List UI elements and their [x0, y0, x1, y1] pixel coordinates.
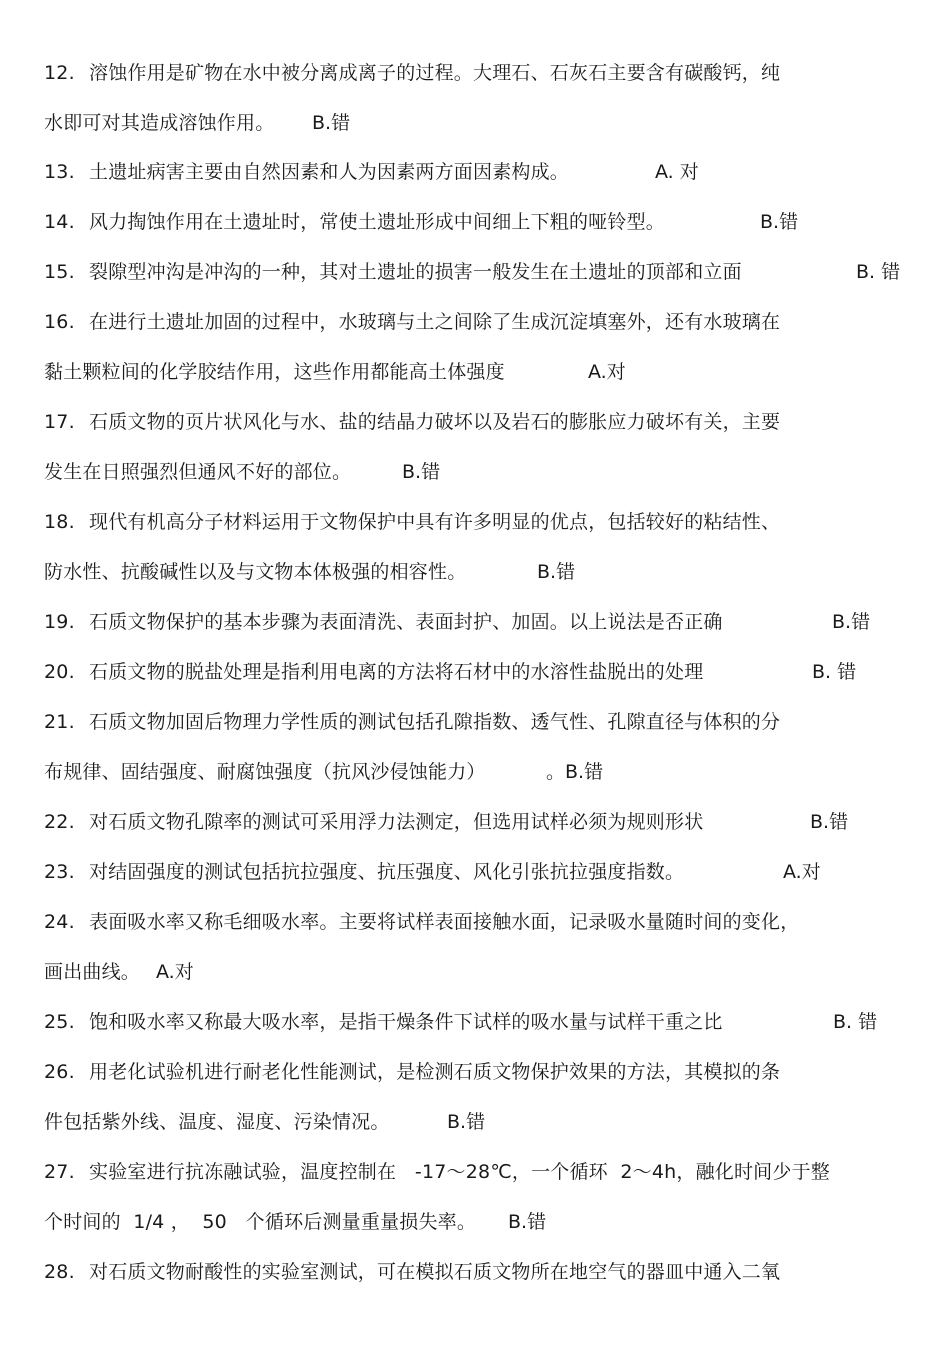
question-number: 25. [44, 1011, 75, 1033]
question-16-answer: A.对 [588, 361, 626, 383]
question-text: 防水性、抗酸碱性以及与文物本体极强的相容性。 [44, 561, 467, 583]
question-14-answer: B.错 [760, 211, 799, 233]
question-number: 22. [44, 811, 75, 833]
question-21-line-1 [44, 710, 780, 734]
question-23-line-1 [44, 860, 684, 884]
question-20-line-1 [44, 660, 703, 684]
question-12-line-1 [44, 61, 780, 85]
question-text: 在进行土遗址加固的过程中，水玻璃与土之间除了生成沉淀填塞外，还有水玻璃在 [89, 311, 781, 333]
question-text: 水即可对其造成溶蚀作用。 [44, 112, 275, 134]
question-12-answer: B.错 [312, 112, 351, 134]
question-number: 28. [44, 1261, 75, 1283]
question-text: 用老化试验机进行耐老化性能测试，是检测石质文物保护效果的方法，其模拟的条 [89, 1061, 781, 1083]
question-text: 发生在日照强烈但通风不好的部位。 [44, 461, 352, 483]
question-text: 土遗址病害主要由自然因素和人为因素两方面因素构成。 [89, 161, 570, 183]
question-13-line-1 [44, 160, 569, 184]
question-27-line-2 [44, 1210, 476, 1234]
question-15-answer: B. 错 [856, 261, 901, 283]
question-text: 石质文物保护的基本步骤为表面清洗、表面封护、加固。以上说法是否正确 [89, 611, 723, 633]
question-number: 23. [44, 861, 75, 883]
question-22-answer: B.错 [810, 811, 849, 833]
question-text: 石质文物的脱盐处理是指利用电离的方法将石材中的水溶性盐脱出的处理 [89, 661, 704, 683]
question-number: 27. [44, 1161, 75, 1183]
question-24-line-1 [44, 910, 799, 934]
question-text: 对石质文物孔隙率的测试可采用浮力法测定，但选用试样必须为规则形状 [89, 811, 704, 833]
question-18-line-2 [44, 560, 466, 584]
question-26-answer: B.错 [447, 1111, 486, 1133]
question-number: 26. [44, 1061, 75, 1083]
question-number: 19. [44, 611, 75, 633]
question-number: 18. [44, 511, 75, 533]
question-text: 表面吸水率又称毛细吸水率。主要将试样表面接触水面，记录吸水量随时间的变化， [89, 911, 800, 933]
question-24-answer: A.对 [156, 961, 194, 983]
question-number: 21. [44, 711, 75, 733]
question-27-answer: B.错 [508, 1211, 547, 1233]
question-number: 14. [44, 211, 75, 233]
question-19-answer: B.错 [832, 611, 871, 633]
question-text: 件包括紫外线、温度、湿度、污染情况。 [44, 1111, 390, 1133]
question-17-line-1 [44, 410, 780, 434]
question-27-line-1 [44, 1160, 830, 1184]
question-17-answer: B.错 [402, 461, 441, 483]
question-text: 裂隙型冲沟是冲沟的一种，其对土遗址的损害一般发生在土遗址的顶部和立面 [89, 261, 742, 283]
question-18-line-1 [44, 510, 780, 534]
question-number: 16. [44, 311, 75, 333]
question-number: 13. [44, 161, 75, 183]
question-number: 12. [44, 62, 75, 84]
question-21-answer: 。B.错 [546, 761, 604, 783]
question-21-line-2 [44, 760, 486, 784]
question-text: 实验室进行抗冻融试验，温度控制在 -17～28℃，一个循环 2～4h，融化时间少于整 [89, 1161, 830, 1183]
question-text: 溶蚀作用是矿物在水中被分离成离子的过程。大理石、石灰石主要含有碳酸钙，纯 [89, 62, 781, 84]
question-text: 个时间的 1/4 ， 50 个循环后测量重量损失率。 [44, 1211, 477, 1233]
question-text: 黏土颗粒间的化学胶结作用，这些作用都能高土体强度 [44, 361, 505, 383]
question-number: 24. [44, 911, 75, 933]
question-13-answer: A. 对 [655, 161, 699, 183]
question-number: 17. [44, 411, 75, 433]
question-28-line-1 [44, 1260, 780, 1284]
question-17-line-2 [44, 460, 351, 484]
question-text: 布规律、固结强度、耐腐蚀强度（抗风沙侵蚀能力） [44, 761, 486, 783]
question-text: 石质文物加固后物理力学性质的测试包括孔隙指数、透气性、孔隙直径与体积的分 [89, 711, 781, 733]
question-text: 石质文物的页片状风化与水、盐的结晶力破坏以及岩石的膨胀应力破坏有关，主要 [89, 411, 781, 433]
question-text: 对结固强度的测试包括抗拉强度、抗压强度、风化引张抗拉强度指数。 [89, 861, 685, 883]
question-15-line-1 [44, 260, 742, 284]
question-24-line-2 [44, 960, 140, 984]
question-25-line-1 [44, 1010, 723, 1034]
question-25-answer: B. 错 [833, 1011, 878, 1033]
question-19-line-1 [44, 610, 723, 634]
question-number: 20. [44, 661, 75, 683]
question-text: 风力掏蚀作用在土遗址时，常使土遗址形成中间细上下粗的哑铃型。 [89, 211, 666, 233]
question-text: 画出曲线。 [44, 961, 141, 983]
question-23-answer: A.对 [783, 861, 821, 883]
question-20-answer: B. 错 [812, 661, 857, 683]
question-18-answer: B.错 [537, 561, 576, 583]
question-26-line-1 [44, 1060, 780, 1084]
question-16-line-1 [44, 310, 780, 334]
question-text: 现代有机高分子材料运用于文物保护中具有许多明显的优点，包括较好的粘结性、 [89, 511, 781, 533]
question-16-line-2 [44, 360, 505, 384]
question-12-line-2 [44, 111, 274, 135]
question-14-line-1 [44, 210, 665, 234]
question-text: 饱和吸水率又称最大吸水率，是指干燥条件下试样的吸水量与试样干重之比 [89, 1011, 723, 1033]
question-number: 15. [44, 261, 75, 283]
question-text: 对石质文物耐酸性的实验室测试，可在模拟石质文物所在地空气的器皿中通入二氧 [89, 1261, 781, 1283]
question-26-line-2 [44, 1110, 390, 1134]
question-22-line-1 [44, 810, 703, 834]
